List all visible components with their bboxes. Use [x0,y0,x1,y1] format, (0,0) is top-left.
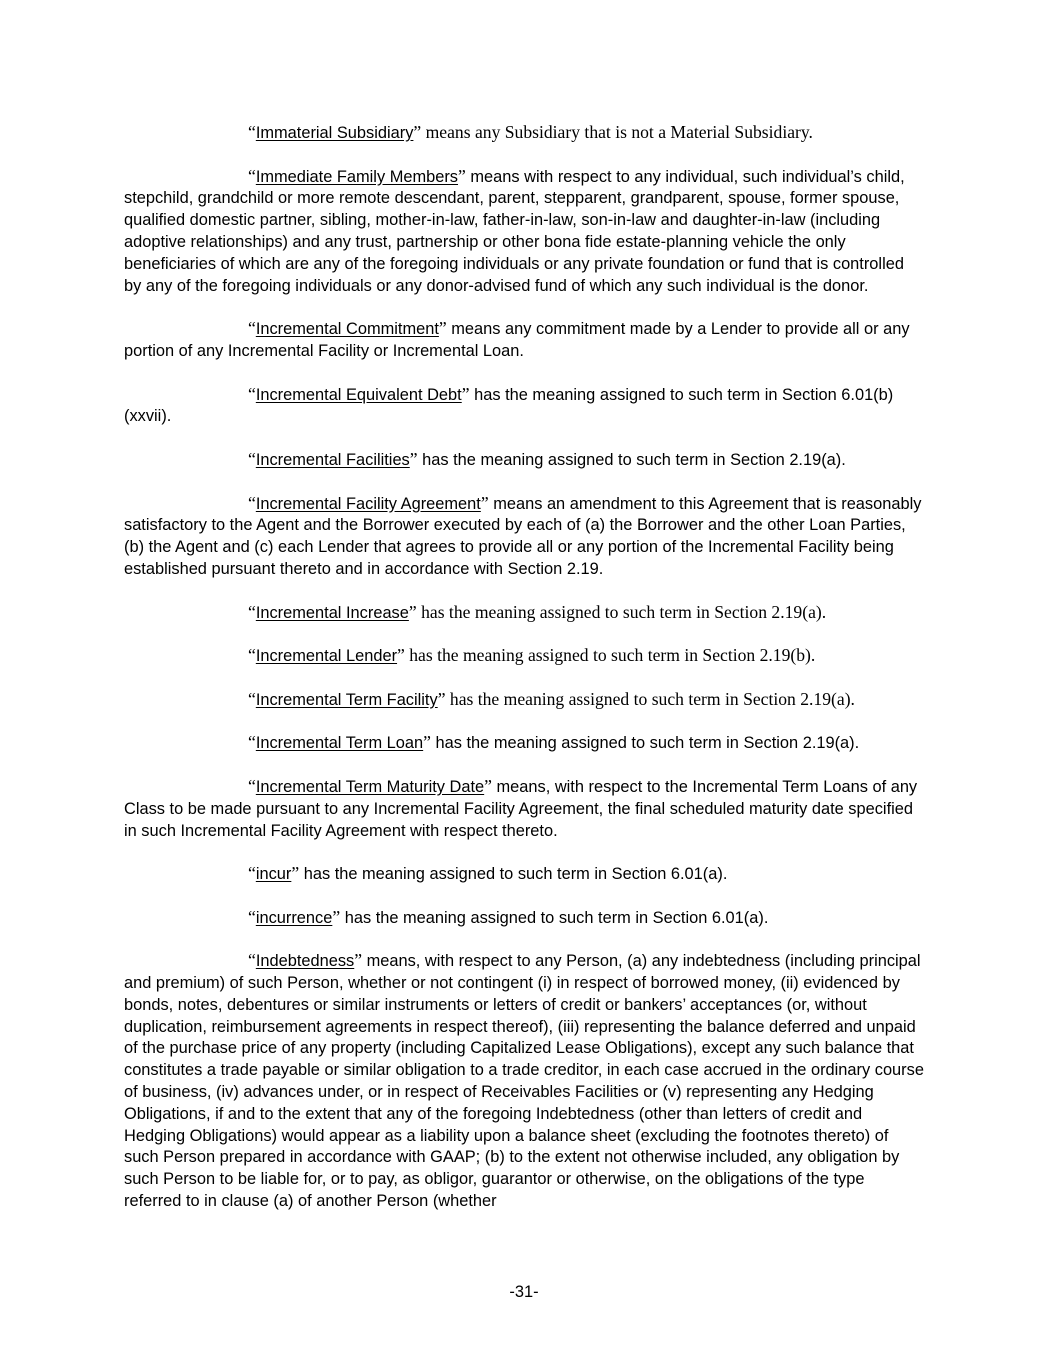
definition-text: means any commitment made by a Lender to provide all or any portion of any Incremental Facility or Incremental Loan. [124,320,910,360]
definition-paragraph [124,732,924,755]
definition-text: means, with respect to the Incremental Term Loans of any Class to be made pursuant to any Incremental Facility Agreement, the final scheduled maturity date specified in such Incremental Facility Agreement with respect thereto. [124,777,918,840]
close-quote: ” [480,492,489,513]
defined-term: Indebtedness [255,952,355,971]
defined-term: Incremental Commitment [255,320,439,339]
definition-text: means, with respect to any Person, (a) any indebtedness (including principal and premium) of such Person, whether or not contingent (i) in respect of borrowed money, (ii) evidenced by bonds, notes, debentures or similar instruments or letters of credit or bankers’ acceptances (or, without duplication, reimbursement agreements in respect thereof), (iii) representing the balance deferred and unpaid of the purchase price of any property (including Capitalized Lease Obligations), except any such balance that constitutes a trade payable or similar obligation to a trade creditor, in each case accrued in the ordinary course of business, (iv) advances under, or in respect of Receivables Facilities or (v) representing any Hedging Obligations, if and to the extent that any of the foregoing Indebtedness (other than letters of credit and Hedging Obligations) would appear as a liability upon a balance sheet (excluding the footnotes thereto) of such Person prepared in accordance with GAAP; (b) to the extent not otherwise included, any obligation by such Person to be liable for, or to pay, as obligor, guarantor or otherwise, on the obligations of the type referred to in clause (a) of another Person (whether [124,952,924,1211]
open-quote: “ [248,601,256,622]
defined-term: Immaterial Subsidiary [255,124,414,142]
open-quote: “ [248,165,256,186]
definition-paragraph [124,907,924,930]
defined-term: Incremental Term Loan [255,734,424,753]
definition-text: has the meaning assigned to such term in Section 2.19(b). [404,645,816,666]
page-number: -31- [509,1283,539,1301]
defined-term: Incremental Facility Agreement [255,494,481,513]
definition-paragraph [124,122,924,145]
definition-text: has the meaning assigned to such term in Section 2.19(a). [417,450,846,469]
defined-term: Incremental Term Maturity Date [255,777,485,796]
open-quote: “ [248,448,256,469]
definition-paragraph [124,689,924,712]
open-quote: “ [248,645,256,666]
open-quote: “ [248,863,256,884]
definition-text: means with respect to any individual, such individual’s child, stepchild, grandchild or more remote descendant, parent, stepparent, grandparent, spouse, former spouse, qualified domestic partner, sibling, mother-in-law, father-in-law, son-in-law and daughter-in-law (including adoptive relationships) and any trust, partnership or other bona fide estate-planning vehicle the only beneficiaries of which are any of the foregoing individuals or any private foundation or fund that is controlled by any of the foregoing individuals or any donor-advised fund of which any such individual is the donor. [124,167,905,295]
defined-term: Incremental Increase [255,603,409,622]
definition-text: has the meaning assigned to such term in Section 6.01(b)(xxvii). [124,385,894,426]
close-quote: ” [413,122,422,142]
defined-term: Incremental Lender [255,647,398,666]
close-quote: ” [423,732,431,753]
definition-text: has the meaning assigned to such term in Section 6.01(a). [299,865,728,884]
close-quote: ” [461,383,470,404]
defined-term: Incremental Facilities [255,450,410,469]
open-quote: “ [248,906,256,927]
open-quote: “ [248,492,256,513]
defined-term: incurrence [255,908,333,927]
open-quote: “ [248,383,256,404]
definition-paragraph [124,449,924,472]
defined-term: Immediate Family Members [255,167,459,186]
defined-term: Incremental Equivalent Debt [255,385,462,404]
open-quote: “ [248,122,256,142]
open-quote: “ [248,732,256,753]
defined-term: Incremental Term Facility [255,690,438,709]
close-quote: ” [354,950,363,971]
close-quote: ” [409,448,418,469]
definition-paragraph [124,318,924,363]
definition-text: has the meaning assigned to such term in Section 2.19(a). [416,601,827,622]
open-quote: “ [248,950,256,971]
close-quote: ” [484,775,492,796]
close-quote: ” [408,601,417,622]
defined-term: incur [255,865,292,884]
definitions-section [124,122,924,1234]
definition-text: has the meaning assigned to such term in Section 6.01(a). [340,908,769,927]
definition-paragraph [124,602,924,625]
close-quote: ” [397,645,405,666]
definition-paragraph [124,166,924,298]
definition-text: has the meaning assigned to such term in Section 2.19(a). [430,734,860,753]
definition-paragraph [124,776,924,842]
definition-paragraph [124,493,924,581]
close-quote: ” [437,688,446,709]
definition-paragraph [124,950,924,1213]
definition-paragraph [124,863,924,886]
definition-text: has the meaning assigned to such term in Section 2.19(a). [445,688,855,709]
open-quote: “ [248,318,256,339]
definition-text: means an amendment to this Agreement that is reasonably satisfactory to the Agent and the Borrower executed by each of (a) the Borrower and the other Loan Parties, (b) the Agent and (c) each Lender that agrees to provide all or any portion of the Incremental Facility being established pursuant thereto and in accordance with Section 2.19. [124,494,922,578]
close-quote: ” [291,863,300,884]
close-quote: ” [332,906,341,927]
definition-paragraph [124,384,924,429]
open-quote: “ [248,688,256,709]
definition-text: means any Subsidiary that is not a Material Subsidiary. [421,122,813,142]
close-quote: ” [458,165,466,186]
close-quote: ” [438,318,447,339]
open-quote: “ [248,775,256,796]
definition-paragraph [124,645,924,668]
